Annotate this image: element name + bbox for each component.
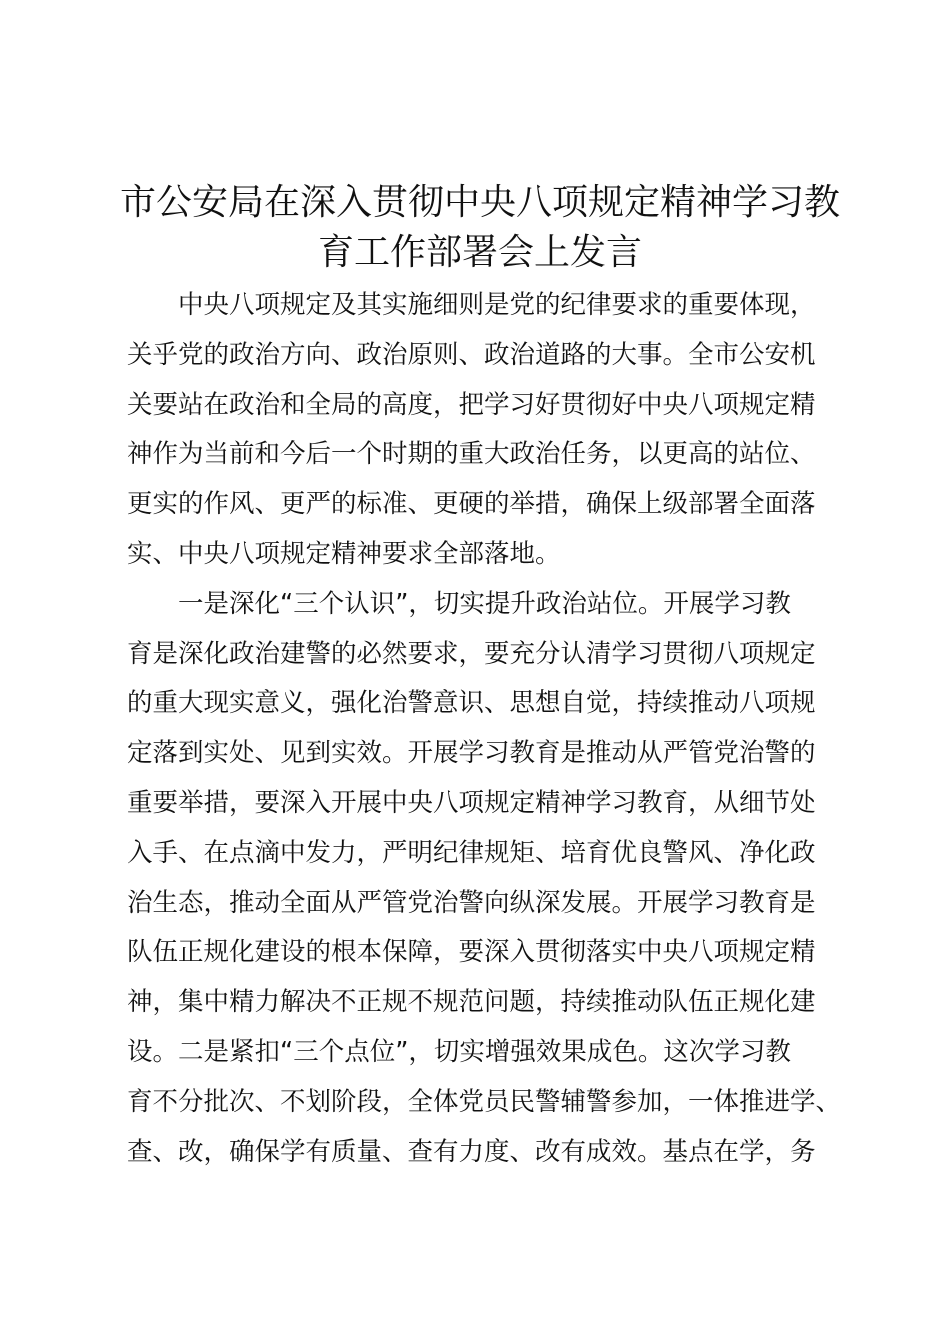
title-line-1: 市公安局在深入贯彻中央八项规定精神学习教 [119,182,840,223]
paragraph-2-line-10: 设。二是紧扣“三个点位”，切实增强效果成色。这次学习教 [127,1036,791,1067]
paragraph-2-line-3: 的重大现实意义，强化治警意识、思想自觉，持续推动八项规 [127,688,816,719]
paragraph-1-line-6: 实、中央八项规定精神要求全部落地。 [127,538,561,569]
paragraph-2-line-8: 队伍正规化建设的根本保障，要深入贯彻落实中央八项规定精 [127,937,816,968]
paragraph-2-line-11: 育不分批次、不划阶段，全体党员民警辅警参加，一体推进学、 [127,1086,842,1117]
paragraph-2-line-9: 神，集中精力解决不正规不规范问题，持续推动队伍正规化建 [127,987,816,1018]
document-body [127,281,847,1177]
paragraph-2-line-12: 查、改，确保学有质量、查有力度、改有成效。基点在学，务 [127,1136,816,1167]
paragraph-1-line-1: 中央八项规定及其实施细则是党的纪律要求的重要体现， [178,290,816,320]
paragraph-2-line-7: 治生态，推动全面从严管党治警向纵深发展。开展学习教育是 [127,887,816,918]
paragraph-2-line-5: 重要举措，要深入开展中央八项规定精神学习教育，从细节处 [127,787,816,818]
title-line-2: 育工作部署会上发言 [317,232,642,273]
paragraph-2-line-4: 定落到实处、见到实效。开展学习教育是推动从严管党治警的 [127,738,816,769]
paragraph-1-line-5: 更实的作风、更严的标准、更硬的举措，确保上级部署全面落 [127,489,816,520]
paragraph-2-line-2: 育是深化政治建警的必然要求，要充分认清学习贯彻八项规定 [127,638,816,669]
paragraph-1-line-2: 关乎党的政治方向、政治原则、政治道路的大事。全市公安机 [127,339,816,370]
paragraph-2-line-6: 入手、在点滴中发力，严明纪律规矩、培育优良警风、净化政 [127,837,816,868]
paragraph-1-line-3: 关要站在政治和全局的高度，把学习好贯彻好中央八项规定精 [127,389,816,420]
paragraph-1-line-4: 神作为当前和今后一个时期的重大政治任务，以更高的站位、 [127,439,816,470]
paragraph-2-line-1: 一是深化“三个认识”，切实提升政治站位。开展学习教 [178,588,791,619]
document-title [100,178,860,278]
